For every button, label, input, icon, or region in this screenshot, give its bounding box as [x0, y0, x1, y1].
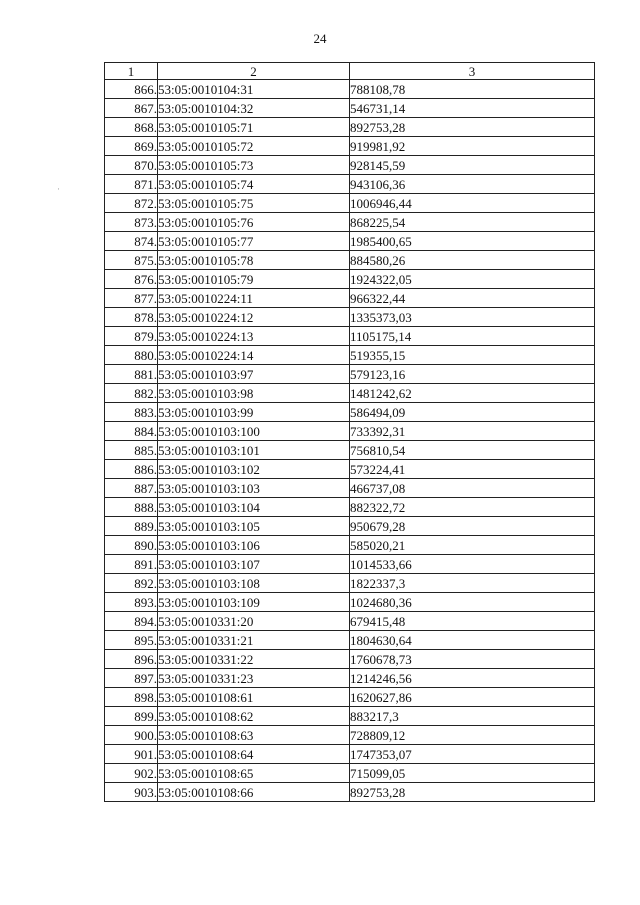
row-number: 894.: [105, 612, 158, 631]
cadastral-number: 53:05:0010103:98: [158, 384, 350, 403]
cadastral-value: 728809,12: [350, 726, 595, 745]
row-number: 880.: [105, 346, 158, 365]
cadastral-value: 943106,36: [350, 175, 595, 194]
row-number: 874.: [105, 232, 158, 251]
row-number: 903.: [105, 783, 158, 802]
table-row: [105, 631, 595, 650]
cadastral-number: 53:05:0010103:101: [158, 441, 350, 460]
cadastral-number: 53:05:0010103:102: [158, 460, 350, 479]
table-row: [105, 289, 595, 308]
row-number: 897.: [105, 669, 158, 688]
cadastral-value: 1760678,73: [350, 650, 595, 669]
cadastral-value: 884580,26: [350, 251, 595, 270]
row-number: 885.: [105, 441, 158, 460]
table-row: [105, 327, 595, 346]
cadastral-number: 53:05:0010103:108: [158, 574, 350, 593]
cadastral-value: 1214246,56: [350, 669, 595, 688]
row-number: 882.: [105, 384, 158, 403]
cadastral-value: 1014533,66: [350, 555, 595, 574]
cadastral-number: 53:05:0010103:106: [158, 536, 350, 555]
cadastral-number: 53:05:0010108:61: [158, 688, 350, 707]
row-number: 878.: [105, 308, 158, 327]
cadastral-value: 1822337,3: [350, 574, 595, 593]
table-row: [105, 175, 595, 194]
table-row: [105, 384, 595, 403]
table-row: [105, 118, 595, 137]
cadastral-number: 53:05:0010224:11: [158, 289, 350, 308]
table-row: [105, 783, 595, 802]
row-number: 876.: [105, 270, 158, 289]
cadastral-number: 53:05:0010105:78: [158, 251, 350, 270]
cadastral-value: 519355,15: [350, 346, 595, 365]
cadastral-value: 919981,92: [350, 137, 595, 156]
cadastral-value: 788108,78: [350, 80, 595, 99]
cadastral-number: 53:05:0010105:71: [158, 118, 350, 137]
row-number: 889.: [105, 517, 158, 536]
row-number: 877.: [105, 289, 158, 308]
cadastral-number: 53:05:0010103:104: [158, 498, 350, 517]
table-row: [105, 422, 595, 441]
row-number: 888.: [105, 498, 158, 517]
row-number: 895.: [105, 631, 158, 650]
cadastral-value: 756810,54: [350, 441, 595, 460]
cadastral-number: 53:05:0010108:65: [158, 764, 350, 783]
table-row: [105, 403, 595, 422]
table-row: [105, 745, 595, 764]
cadastral-number: 53:05:0010331:22: [158, 650, 350, 669]
cadastral-value-table: [104, 62, 595, 802]
table-row: [105, 650, 595, 669]
cadastral-number: 53:05:0010104:32: [158, 99, 350, 118]
table-row: [105, 213, 595, 232]
cadastral-value: 966322,44: [350, 289, 595, 308]
cadastral-number: 53:05:0010103:105: [158, 517, 350, 536]
row-number: 871.: [105, 175, 158, 194]
cadastral-value: 679415,48: [350, 612, 595, 631]
scan-speck: ·: [57, 184, 60, 194]
table-row: [105, 346, 595, 365]
cadastral-number: 53:05:0010224:14: [158, 346, 350, 365]
cadastral-number: 53:05:0010108:66: [158, 783, 350, 802]
header-row: [105, 63, 595, 80]
cadastral-number: 53:05:0010104:31: [158, 80, 350, 99]
cadastral-value: 892753,28: [350, 118, 595, 137]
table-row: [105, 726, 595, 745]
table-row: [105, 232, 595, 251]
cadastral-value: 466737,08: [350, 479, 595, 498]
row-number: 872.: [105, 194, 158, 213]
table-row: [105, 479, 595, 498]
page-number: 24: [313, 31, 327, 46]
column-header-3: 3: [350, 63, 595, 80]
row-number: 902.: [105, 764, 158, 783]
table-row: [105, 365, 595, 384]
cadastral-number: 53:05:0010331:23: [158, 669, 350, 688]
cadastral-number: 53:05:0010105:74: [158, 175, 350, 194]
row-number: 896.: [105, 650, 158, 669]
table-row: [105, 707, 595, 726]
cadastral-value: 1481242,62: [350, 384, 595, 403]
table-row: [105, 612, 595, 631]
cadastral-number: 53:05:0010224:12: [158, 308, 350, 327]
row-number: 887.: [105, 479, 158, 498]
row-number: 891.: [105, 555, 158, 574]
cadastral-number: 53:05:0010108:63: [158, 726, 350, 745]
cadastral-number: 53:05:0010105:73: [158, 156, 350, 175]
table-row: [105, 194, 595, 213]
cadastral-number: 53:05:0010224:13: [158, 327, 350, 346]
cadastral-value: 1985400,65: [350, 232, 595, 251]
row-number: 900.: [105, 726, 158, 745]
cadastral-value: 1804630,64: [350, 631, 595, 650]
cadastral-value: 1924322,05: [350, 270, 595, 289]
table-row: [105, 498, 595, 517]
cadastral-value: 546731,14: [350, 99, 595, 118]
row-number: 881.: [105, 365, 158, 384]
cadastral-number: 53:05:0010103:99: [158, 403, 350, 422]
cadastral-number: 53:05:0010105:77: [158, 232, 350, 251]
row-number: 875.: [105, 251, 158, 270]
column-header-2: 2: [158, 63, 350, 80]
row-number: 898.: [105, 688, 158, 707]
cadastral-value: 1105175,14: [350, 327, 595, 346]
table-row: [105, 441, 595, 460]
row-number: 868.: [105, 118, 158, 137]
row-number: 883.: [105, 403, 158, 422]
row-number: 899.: [105, 707, 158, 726]
cadastral-number: 53:05:0010103:109: [158, 593, 350, 612]
table-row: [105, 99, 595, 118]
cadastral-number: 53:05:0010105:72: [158, 137, 350, 156]
table-row: [105, 517, 595, 536]
table-row: [105, 555, 595, 574]
row-number: 866.: [105, 80, 158, 99]
cadastral-value: 1006946,44: [350, 194, 595, 213]
cadastral-value: 1024680,36: [350, 593, 595, 612]
row-number: 867.: [105, 99, 158, 118]
row-number: 901.: [105, 745, 158, 764]
row-number: 873.: [105, 213, 158, 232]
row-number: 879.: [105, 327, 158, 346]
table-body: [105, 80, 595, 802]
cadastral-value: 1335373,03: [350, 308, 595, 327]
table-row: [105, 460, 595, 479]
cadastral-value: 585020,21: [350, 536, 595, 555]
cadastral-number: 53:05:0010331:20: [158, 612, 350, 631]
cadastral-number: 53:05:0010105:75: [158, 194, 350, 213]
cadastral-value: 733392,31: [350, 422, 595, 441]
table-row: [105, 137, 595, 156]
row-number: 884.: [105, 422, 158, 441]
cadastral-number: 53:05:0010103:100: [158, 422, 350, 441]
cadastral-number: 53:05:0010103:107: [158, 555, 350, 574]
table-row: [105, 669, 595, 688]
table-row: [105, 251, 595, 270]
row-number: 870.: [105, 156, 158, 175]
row-number: 893.: [105, 593, 158, 612]
table-row: [105, 308, 595, 327]
cadastral-value: 928145,59: [350, 156, 595, 175]
cadastral-value: 950679,28: [350, 517, 595, 536]
cadastral-value: 1620627,86: [350, 688, 595, 707]
cadastral-number: 53:05:0010105:76: [158, 213, 350, 232]
row-number: 886.: [105, 460, 158, 479]
cadastral-value: 586494,09: [350, 403, 595, 422]
cadastral-number: 53:05:0010108:64: [158, 745, 350, 764]
cadastral-value: 715099,05: [350, 764, 595, 783]
cadastral-number: 53:05:0010103:97: [158, 365, 350, 384]
table-row: [105, 536, 595, 555]
table-row: [105, 80, 595, 99]
table-row: [105, 764, 595, 783]
cadastral-number: 53:05:0010105:79: [158, 270, 350, 289]
column-header-1: 1: [105, 63, 158, 80]
cadastral-value: 882322,72: [350, 498, 595, 517]
table-row: [105, 156, 595, 175]
cadastral-number: 53:05:0010103:103: [158, 479, 350, 498]
cadastral-value: 573224,41: [350, 460, 595, 479]
cadastral-number: 53:05:0010331:21: [158, 631, 350, 650]
cadastral-value: 868225,54: [350, 213, 595, 232]
table-row: [105, 688, 595, 707]
row-number: 869.: [105, 137, 158, 156]
cadastral-value: 892753,28: [350, 783, 595, 802]
row-number: 890.: [105, 536, 158, 555]
table-row: [105, 574, 595, 593]
cadastral-number: 53:05:0010108:62: [158, 707, 350, 726]
table-row: [105, 593, 595, 612]
cadastral-value: 579123,16: [350, 365, 595, 384]
cadastral-value: 1747353,07: [350, 745, 595, 764]
table-row: [105, 270, 595, 289]
row-number: 892.: [105, 574, 158, 593]
cadastral-value: 883217,3: [350, 707, 595, 726]
